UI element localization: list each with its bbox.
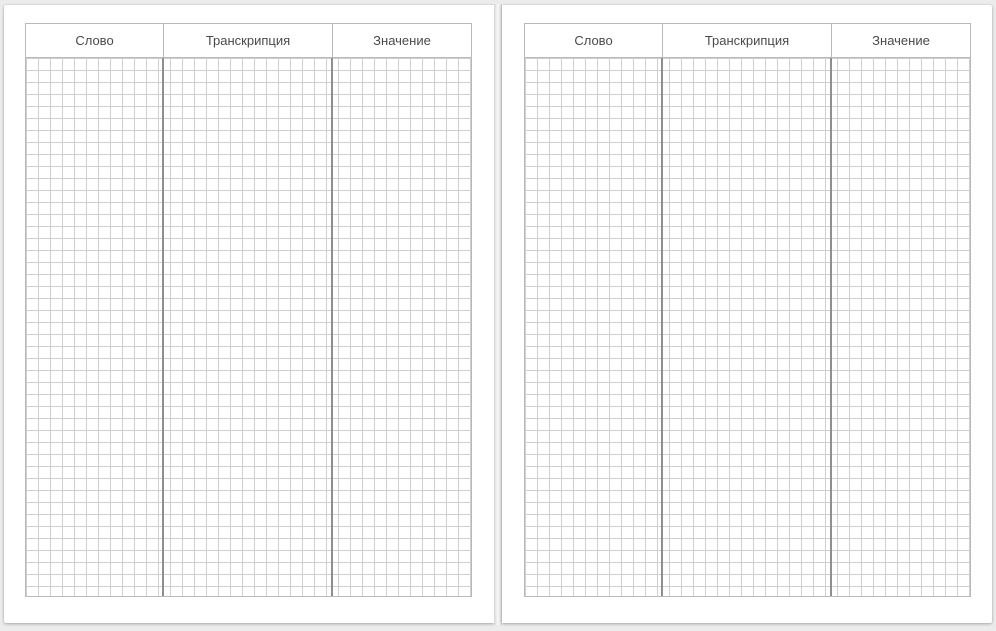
vocabulary-table-left xyxy=(25,23,472,597)
graph-paper-grid-right xyxy=(525,58,970,596)
column-header-word: Слово xyxy=(574,33,613,48)
table-header-left xyxy=(26,24,471,58)
right-page xyxy=(502,5,992,623)
book-spine-gutter xyxy=(494,4,502,625)
column-divider xyxy=(331,58,333,596)
column-header-transcription: Транскрипция xyxy=(704,33,790,48)
graph-paper-grid-left xyxy=(26,58,471,596)
vocabulary-table-right xyxy=(524,23,971,597)
column-divider xyxy=(661,58,663,596)
left-page xyxy=(4,5,494,623)
column-divider xyxy=(830,58,832,596)
column-header-word: Слово xyxy=(75,33,114,48)
table-header-right xyxy=(525,24,970,58)
column-header-meaning: Значение xyxy=(373,33,431,48)
column-header-meaning: Значение xyxy=(872,33,930,48)
column-divider xyxy=(162,58,164,596)
column-header-transcription: Транскрипция xyxy=(205,33,291,48)
